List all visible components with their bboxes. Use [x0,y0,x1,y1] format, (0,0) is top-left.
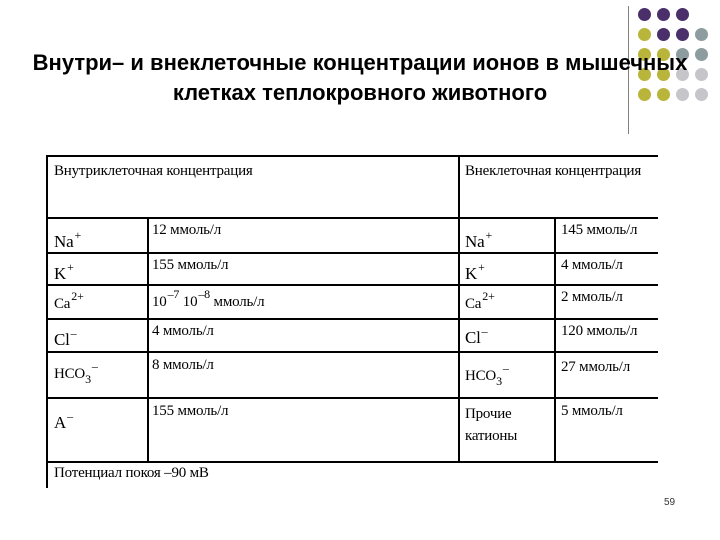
decor-dot [657,28,670,41]
value-cell: $10^{-7}$ $10^{-8}$ ммоль/л [152,287,265,310]
value-cell: 2 ммоль/л [561,289,623,305]
table-divider [46,252,658,254]
concentration-table [46,155,658,488]
decor-dot [638,28,651,41]
value-cell: 4 ммоль/л [152,323,214,339]
decor-dot [676,28,689,41]
value-cell: 5 ммоль/л [561,403,623,419]
value-cell: 145 ммоль/л [561,222,638,238]
ion-cell: A– [54,409,73,432]
resting-potential: Потенциал покоя –90 мВ [54,465,209,481]
value-cell: 27 ммоль/л [561,359,631,375]
decor-dot [676,8,689,21]
ion-cell: K+ [54,260,74,283]
ion-cell: Na+ [54,228,82,251]
ion-cell: Прочие катионы [465,406,518,444]
table-divider [46,351,658,353]
value-cell: 120 ммоль/л [561,323,638,339]
table-column-divider [458,155,460,462]
value-cell: 12 ммоль/л [152,222,222,238]
header-inside: Внутриклеточная концентрация [54,163,253,179]
ion-cell: K+ [465,260,485,283]
slide-title: Внутри– и внеклеточные концентрации ионов в мышечных клетках теплокровного животного [32,50,688,105]
ion-cell: $HCO_3^-$ [54,359,98,386]
table-divider [46,461,658,463]
ion-cell: $Ca^{2+}$ [465,289,495,312]
table-divider [46,397,658,399]
ion-cell: Na+ [465,228,493,251]
value-cell: 8 ммоль/л [152,357,214,373]
page-number: 59 [664,497,676,508]
table-border-left [46,155,48,488]
table-border-top [46,155,658,157]
table-divider [46,284,658,286]
ion-cell: $HCO_3^-$ [465,361,509,388]
ion-cell: Cl– [465,324,488,347]
value-cell: 155 ммоль/л [152,403,229,419]
value-cell: 4 ммоль/л [561,257,623,273]
decor-dot [638,8,651,21]
table-column-divider [554,217,556,462]
table-divider [46,217,658,219]
ion-cell: $Ca^{2+}$ [54,289,84,312]
decor-dot [657,8,670,21]
table-column-divider [147,217,149,462]
ion-cell: Cl– [54,326,77,349]
table-divider [46,318,658,320]
decor-dot [695,28,708,41]
value-cell: 155 ммоль/л [152,257,229,273]
header-outside: Внеклеточная концентрация [465,163,642,179]
